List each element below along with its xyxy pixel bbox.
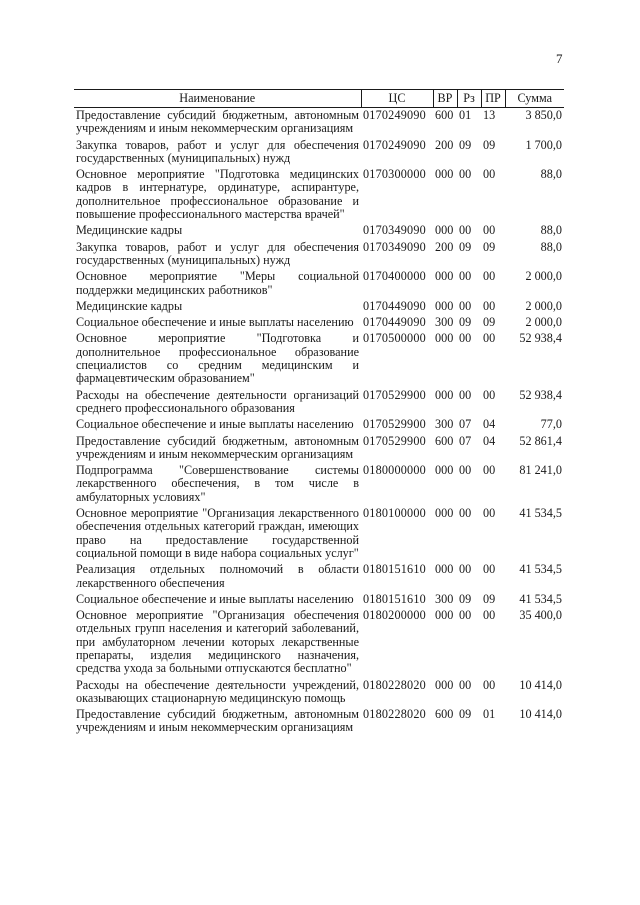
table-row: [74, 223, 564, 239]
row-sum: 1 700,0: [525, 137, 562, 152]
row-pr-code: 13: [483, 108, 496, 122]
row-name: Реализация отдельных полномочий в области лекарственного обеспечения: [76, 562, 359, 590]
row-name: Закупка товаров, работ и услуг для обеспечения государственных (муниципальных) нужд: [76, 137, 359, 165]
row-rz-code: 09: [459, 239, 472, 254]
row-sum: 81 241,0: [519, 463, 562, 478]
table-row: [74, 707, 564, 737]
row-vr-code: 000: [435, 269, 454, 284]
table-row: [74, 331, 564, 387]
row-pr-code: 00: [483, 562, 496, 577]
row-name: Основное мероприятие "Подготовка медицинских кадров в интернатуре, ординатуре, аспирантуре, дополнительное профессиональное образование и повышение профессионального мастерства врачей": [76, 167, 359, 222]
table-row: [74, 388, 564, 418]
row-rz-code: 09: [459, 591, 472, 606]
row-pr-code: 00: [483, 167, 496, 182]
table-row: [74, 138, 564, 168]
row-sum: 77,0: [540, 417, 562, 432]
row-rz-code: 00: [459, 223, 472, 238]
row-rz-code: 00: [459, 506, 472, 521]
row-cs-code: 0170529900: [363, 433, 426, 448]
row-sum: 10 414,0: [519, 677, 562, 692]
row-rz-code: 07: [459, 433, 472, 448]
row-sum: 41 534,5: [519, 591, 562, 606]
table-row: [74, 592, 564, 608]
table-row: [74, 240, 564, 270]
table-row: [74, 608, 564, 677]
row-cs-code: 0170449090: [363, 315, 426, 330]
row-sum: 35 400,0: [519, 608, 562, 623]
row-name: Основное мероприятие "Организация обеспечения отдельных групп населения и категорий заболеваний, при амбулаторном лечении которых лекарственные препараты, изделия медицинского назначения, средства ухода за больными отпускаются бесплатно": [76, 608, 359, 676]
row-cs-code: 0180151610: [363, 591, 426, 606]
table-row: [74, 299, 564, 315]
row-vr-code: 000: [435, 608, 454, 623]
table-row: [74, 167, 564, 223]
row-vr-code: 000: [435, 677, 454, 692]
budget-table: [74, 89, 564, 737]
table-row: [74, 417, 564, 433]
row-rz-code: 01: [459, 108, 472, 122]
row-rz-code: 00: [459, 167, 472, 182]
row-sum: 10 414,0: [519, 707, 562, 722]
header-vr: ВР: [433, 90, 457, 108]
row-vr-code: 600: [435, 707, 454, 722]
header-sum: Сумма: [505, 90, 564, 108]
row-name: Предоставление субсидий бюджетным, автономным учреждениям и иным некоммерческим организациям: [76, 108, 359, 136]
row-rz-code: 00: [459, 463, 472, 478]
row-pr-code: 00: [483, 506, 496, 521]
row-pr-code: 09: [483, 239, 496, 254]
table-body: [74, 108, 564, 737]
row-cs-code: 0170400000: [363, 269, 426, 284]
row-rz-code: 00: [459, 387, 472, 402]
row-pr-code: 09: [483, 137, 496, 152]
header-rz: Рз: [457, 90, 481, 108]
row-rz-code: 07: [459, 417, 472, 432]
header-pr: ПР: [481, 90, 505, 108]
row-cs-code: 0180228020: [363, 707, 426, 722]
row-cs-code: 0170349090: [363, 239, 426, 254]
row-rz-code: 00: [459, 677, 472, 692]
row-vr-code: 000: [435, 506, 454, 521]
row-pr-code: 00: [483, 387, 496, 402]
row-sum: 41 534,5: [519, 562, 562, 577]
row-pr-code: 09: [483, 591, 496, 606]
row-name: Основное мероприятие "Организация лекарственного обеспечения отдельных категорий граждан, имеющих право на предоставление государственной социальной помощи в виде набора социальных услуг": [76, 506, 359, 560]
row-pr-code: 00: [483, 269, 496, 284]
row-pr-code: 01: [483, 707, 496, 722]
row-name: Подпрограмма "Совершенствование системы лекарственного обеспечения, в том числе в амбулаторных условиях": [76, 463, 359, 504]
row-name: Расходы на обеспечение деятельности организаций среднего профессионального образования: [76, 387, 359, 415]
table-row: [74, 678, 564, 708]
row-name: Медицинские кадры: [76, 223, 183, 238]
row-vr-code: 000: [435, 331, 454, 346]
row-cs-code: 0180100000: [363, 506, 426, 521]
row-pr-code: 00: [483, 677, 496, 692]
row-cs-code: 0170249090: [363, 108, 426, 122]
table-header-row: [74, 90, 564, 108]
row-name: Основное мероприятие "Меры социальной поддержки медицинских работников": [76, 269, 359, 297]
table-row: [74, 562, 564, 592]
row-sum: 2 000,0: [525, 315, 562, 330]
row-sum: 52 938,4: [519, 331, 562, 346]
table-row: [74, 108, 564, 138]
row-cs-code: 0170529900: [363, 387, 426, 402]
row-sum: 52 938,4: [519, 387, 562, 402]
row-cs-code: 0170349090: [363, 223, 426, 238]
row-rz-code: 09: [459, 137, 472, 152]
row-rz-code: 00: [459, 562, 472, 577]
row-name: Предоставление субсидий бюджетным, автономным учреждениям и иным некоммерческим организациям: [76, 707, 359, 735]
header-cs: ЦС: [361, 90, 433, 108]
row-name: Основное мероприятие "Подготовка и дополнительное профессиональное образование специалистов со средним медицинским и фармацевтическим образованием": [76, 331, 359, 386]
table-row: [74, 269, 564, 299]
row-sum: 3 850,0: [525, 108, 562, 122]
row-cs-code: 0180200000: [363, 608, 426, 623]
row-pr-code: 09: [483, 315, 496, 330]
row-cs-code: 0170500000: [363, 331, 426, 346]
row-vr-code: 200: [435, 239, 454, 254]
row-rz-code: 09: [459, 315, 472, 330]
row-sum: 88,0: [540, 223, 562, 238]
row-pr-code: 00: [483, 463, 496, 478]
row-vr-code: 000: [435, 167, 454, 182]
row-vr-code: 200: [435, 137, 454, 152]
row-pr-code: 00: [483, 331, 496, 346]
row-sum: 2 000,0: [525, 298, 562, 313]
row-pr-code: 00: [483, 608, 496, 623]
row-cs-code: 0170300000: [363, 167, 426, 182]
row-vr-code: 000: [435, 223, 454, 238]
row-name: Медицинские кадры: [76, 298, 183, 313]
row-vr-code: 300: [435, 417, 454, 432]
row-pr-code: 04: [483, 417, 496, 432]
row-vr-code: 000: [435, 562, 454, 577]
row-name: Социальное обеспечение и иные выплаты населению: [76, 591, 354, 606]
table-row: [74, 434, 564, 464]
row-rz-code: 00: [459, 331, 472, 346]
row-vr-code: 300: [435, 591, 454, 606]
row-rz-code: 00: [459, 608, 472, 623]
row-cs-code: 0180151610: [363, 562, 426, 577]
table-row: [74, 506, 564, 562]
row-sum: 2 000,0: [525, 269, 562, 284]
row-cs-code: 0170449090: [363, 298, 426, 313]
row-cs-code: 0170249090: [363, 137, 426, 152]
row-sum: 41 534,5: [519, 506, 562, 521]
table-row: [74, 463, 564, 506]
row-name: Расходы на обеспечение деятельности учреждений, оказывающих стационарную медицинскую помощь: [76, 677, 359, 705]
row-pr-code: 00: [483, 223, 496, 238]
row-sum: 52 861,4: [519, 433, 562, 448]
page-number: 7: [556, 51, 563, 66]
row-name: Социальное обеспечение и иные выплаты населению: [76, 315, 354, 330]
row-cs-code: 0180000000: [363, 463, 426, 478]
row-sum: 88,0: [540, 239, 562, 254]
row-name: Социальное обеспечение и иные выплаты населению: [76, 417, 354, 432]
row-cs-code: 0170529900: [363, 417, 426, 432]
row-name: Закупка товаров, работ и услуг для обеспечения государственных (муниципальных) нужд: [76, 239, 359, 267]
header-name: Наименование: [74, 90, 361, 108]
row-vr-code: 300: [435, 315, 454, 330]
row-cs-code: 0180228020: [363, 677, 426, 692]
row-rz-code: 00: [459, 298, 472, 313]
row-vr-code: 000: [435, 298, 454, 313]
row-pr-code: 04: [483, 433, 496, 448]
table-row: [74, 315, 564, 331]
row-rz-code: 00: [459, 269, 472, 284]
row-vr-code: 000: [435, 387, 454, 402]
row-rz-code: 09: [459, 707, 472, 722]
row-pr-code: 00: [483, 298, 496, 313]
row-sum: 88,0: [540, 167, 562, 182]
row-vr-code: 600: [435, 433, 454, 448]
row-name: Предоставление субсидий бюджетным, автономным учреждениям и иным некоммерческим организациям: [76, 433, 359, 461]
row-vr-code: 600: [435, 108, 454, 122]
row-vr-code: 000: [435, 463, 454, 478]
